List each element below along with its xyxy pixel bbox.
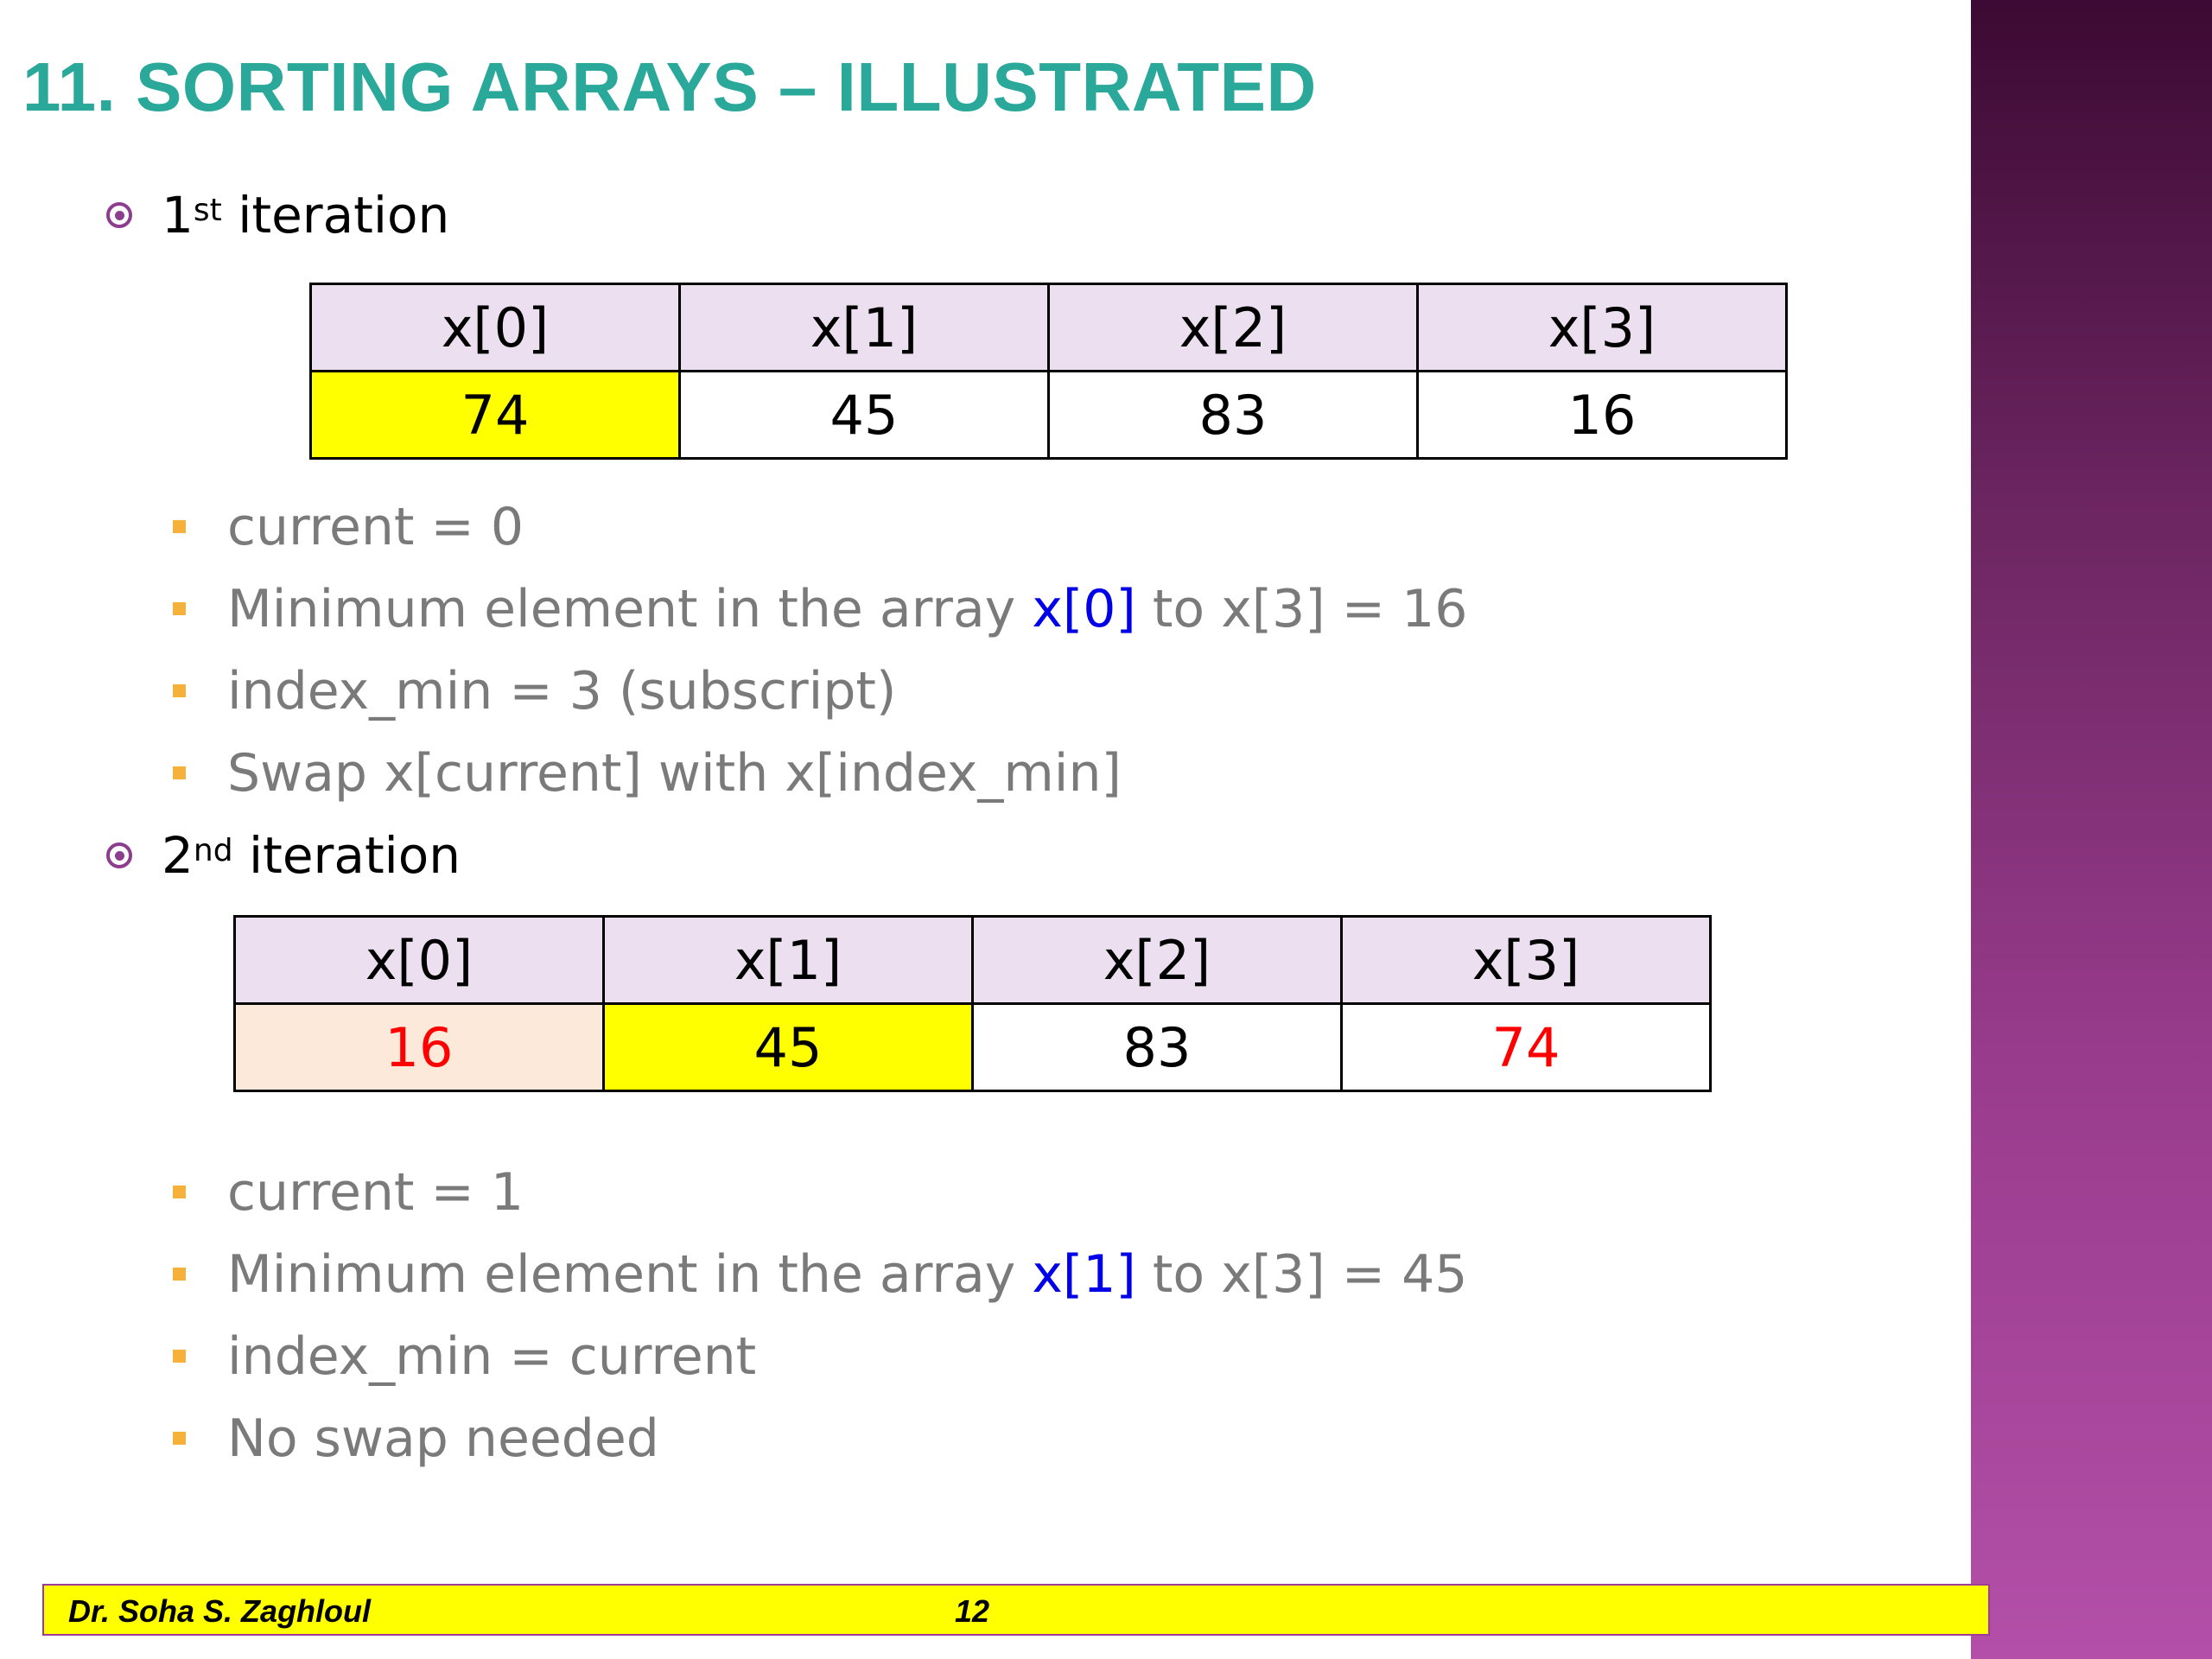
- header-cell: x[2]: [973, 917, 1342, 1004]
- square-bullet-icon: [173, 684, 186, 697]
- value-cell: 83: [973, 1004, 1342, 1091]
- iteration-2-word: iteration: [249, 826, 461, 885]
- bullet-item: current = 1: [173, 1151, 1467, 1233]
- bullet-item: Minimum element in the array x[0] to x[3] = 16: [173, 568, 1467, 650]
- square-bullet-icon: [173, 1185, 186, 1198]
- square-bullet-icon: [173, 602, 186, 615]
- slide-footer: [42, 1584, 1990, 1636]
- square-bullet-icon: [173, 1268, 186, 1281]
- value-cell-current: 45: [604, 1004, 973, 1091]
- iteration-1-suffix: st: [193, 192, 222, 228]
- header-cell: x[1]: [680, 284, 1049, 372]
- radio-bullet-icon: [106, 842, 132, 868]
- iteration-1-heading: [106, 186, 449, 245]
- header-cell: x[3]: [1342, 917, 1711, 1004]
- iteration-2-suffix: nd: [193, 832, 233, 868]
- bullet-item: Swap x[current] with x[index_min]: [173, 732, 1467, 814]
- bullet-item: Minimum element in the array x[1] to x[3] = 45: [173, 1233, 1467, 1315]
- bullet-item: No swap needed: [173, 1397, 1467, 1479]
- iteration-2-number: 2: [162, 826, 194, 885]
- radio-bullet-icon: [106, 202, 132, 228]
- iteration-1-number: 1: [162, 186, 194, 245]
- header-cell: x[1]: [604, 917, 973, 1004]
- iteration-2-bullets: [173, 1151, 1467, 1479]
- value-cell-swapped: 74: [1342, 1004, 1711, 1091]
- bullet-item: index_min = current: [173, 1315, 1467, 1397]
- header-cell: x[0]: [311, 284, 680, 372]
- header-cell: x[2]: [1049, 284, 1418, 372]
- square-bullet-icon: [173, 1350, 186, 1363]
- decorative-sidebar: [1971, 0, 2212, 1659]
- value-cell: 45: [680, 372, 1049, 459]
- bullet-item: current = 0: [173, 486, 1467, 568]
- square-bullet-icon: [173, 520, 186, 533]
- value-cell-sorted: 16: [235, 1004, 604, 1091]
- value-cell: 16: [1418, 372, 1787, 459]
- header-cell: x[3]: [1418, 284, 1787, 372]
- bullet-item: index_min = 3 (subscript): [173, 650, 1467, 732]
- iteration-2-heading: [106, 826, 461, 885]
- iteration-1-bullets: [173, 486, 1467, 814]
- slide-title: 11. SORTING ARRAYS – ILLUSTRATED: [22, 48, 1317, 125]
- array-table-iteration-2: [233, 915, 1712, 1092]
- array-table-iteration-1: [309, 283, 1788, 460]
- footer-page-number: 12: [955, 1593, 990, 1629]
- footer-author: Dr. Soha S. Zaghloul: [68, 1593, 372, 1629]
- square-bullet-icon: [173, 1432, 186, 1445]
- header-cell: x[0]: [235, 917, 604, 1004]
- square-bullet-icon: [173, 766, 186, 779]
- iteration-1-word: iteration: [238, 186, 450, 245]
- value-cell: 83: [1049, 372, 1418, 459]
- value-cell-current: 74: [311, 372, 680, 459]
